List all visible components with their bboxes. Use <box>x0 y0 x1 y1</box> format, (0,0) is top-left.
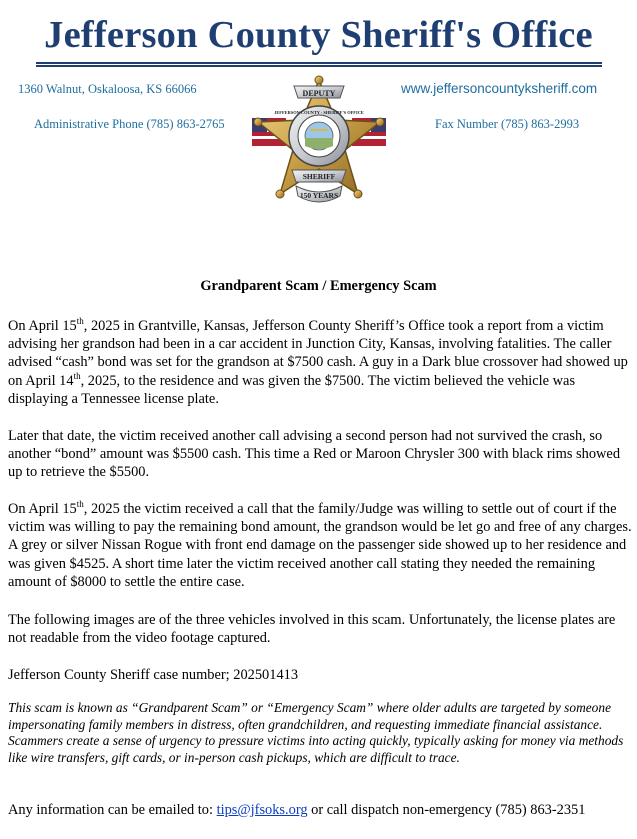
sheriff-star-badge-icon <box>244 74 394 214</box>
paragraph-second-incident: Later that date, the victim received another call advising a second person had not survived the crash, so another “bond” amount was $5500 cash. This time a Red or Maroon Chrysler 300 with black rims showed up to retrieve the $5500. <box>8 428 621 481</box>
scam-explanation-note: This scam is known as “Grandparent Scam” or “Emergency Scam” where older adults are targeted by someone impersonating family members in distress, often grandchildren, and requesting immediate financial assistance. Scammers create a sense of urgency to pressure victims into acting quickly, typically asking for money via methods like wire transfers, gift cards, or in-person cash pickups, which are difficult to trace. <box>8 700 624 765</box>
office-address: 1360 Walnut, Oskaloosa, KS 66066 <box>18 82 197 96</box>
paragraph-third-incident: On April 15th, 2025 the victim received a call that the family/Judge was willing to settle out of court if the victim was willing to pay the remaining bond amount, the grandson would be let go and free of any charges. A grey or silver Nissan Rogue with front end damage on the passenger side showed up to her residence and was given $4525. A short time later the victim received another call stating they needed the remaining amount of $8000 to settle the entire case. <box>8 499 632 590</box>
contact-suffix: or call dispatch non-emergency (785) 863-2351 <box>307 802 586 818</box>
contact-line <box>8 801 632 819</box>
scam-heading: Grandparent Scam / Emergency Scam <box>200 278 437 294</box>
badge-bottom-banner: SHERIFF <box>302 172 336 181</box>
header-rule-top <box>36 62 602 64</box>
paragraph-first-incident: On April 15th, 2025 in Grantville, Kansas, Jefferson County Sheriff’s Office took a report from a victim advising her grandson had been in a car accident in Junction City, Kansas, involving fatalities. The caller advised “cash” bond was set for the grandson at $7500 cash. A guy in a Dark blue crossover had showed up on April 14th, 2025, to the residence and was given the $7500. The victim believed the vehicle was displaying a Tennessee license plate. <box>8 316 628 407</box>
office-fax: Fax Number (785) 863-2993 <box>435 117 580 131</box>
office-website-link[interactable]: www.jeffersoncountyksheriff.com <box>401 81 598 96</box>
tips-email-link[interactable]: tips@jfsoks.org <box>216 802 308 818</box>
office-phone: Administrative Phone (785) 863-2765 <box>34 117 225 131</box>
badge-ring-text: JEFFERSON COUNTY · SHERIFF'S OFFICE <box>274 110 364 115</box>
header-rule-bottom <box>36 65 602 67</box>
case-number: Jefferson County Sheriff case number; 202501413 <box>8 667 299 683</box>
badge-years: 150 YEARS <box>299 191 339 200</box>
badge-top-text: DEPUTY <box>302 89 336 98</box>
contact-prefix: Any information can be emailed to: <box>8 802 217 818</box>
page-title: Jefferson County Sheriff's Office <box>44 14 593 56</box>
paragraph-vehicle-images: The following images are of the three vehicles involved in this scam. Unfortunately, the license plates are not readable from the video footage captured. <box>8 612 616 647</box>
